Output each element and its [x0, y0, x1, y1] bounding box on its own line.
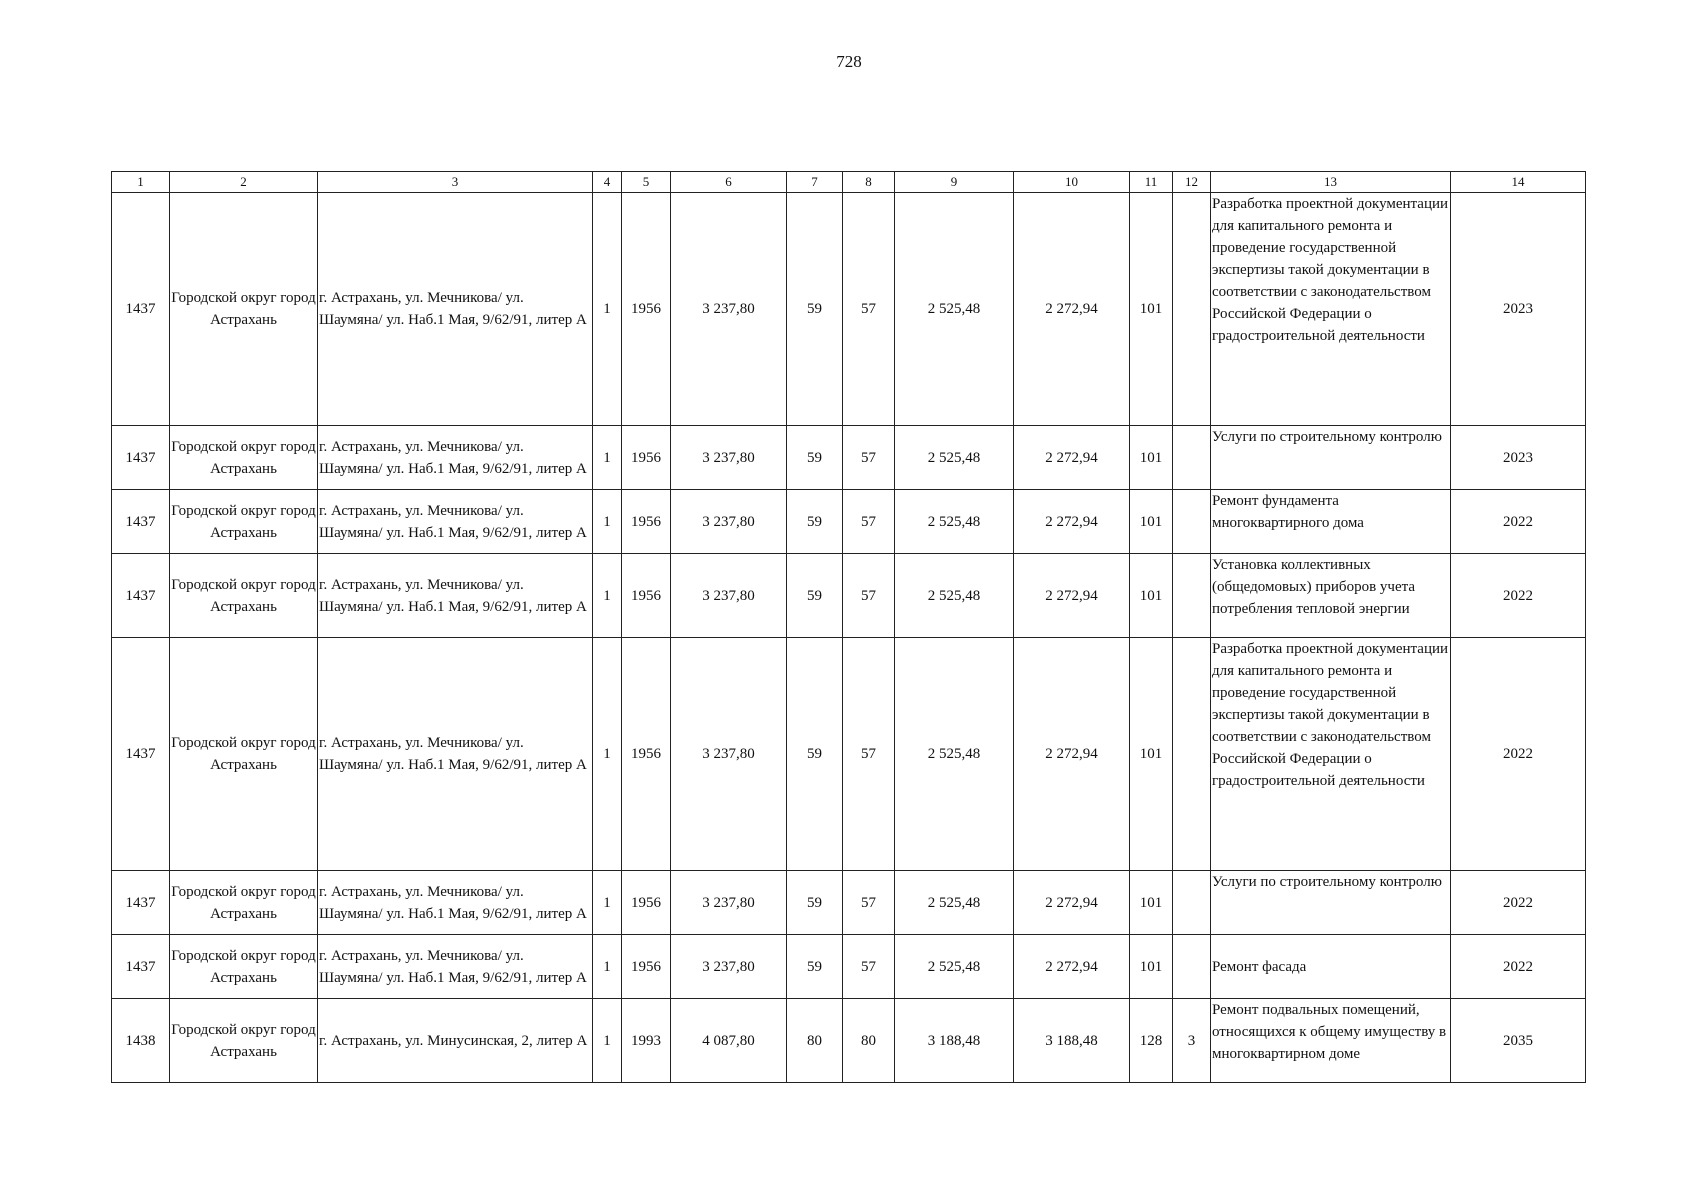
cell-col4: 1 [593, 871, 622, 935]
table-row [112, 638, 1586, 871]
cell-address: г. Астрахань, ул. Мечникова/ ул. Шаумяна/ ул. Наб.1 Мая, 9/62/91, литер А [318, 426, 593, 490]
cell-address: г. Астрахань, ул. Мечникова/ ул. Шаумяна/ ул. Наб.1 Мая, 9/62/91, литер А [318, 935, 593, 999]
cell-total-area: 3 237,80 [671, 871, 787, 935]
cell-col11: 101 [1130, 638, 1173, 871]
cell-plan-year: 2022 [1451, 638, 1586, 871]
cell-work-type: Ремонт подвальных помещений, относящихся к общему имуществу в многоквартирном доме [1211, 999, 1451, 1083]
cell-col12 [1173, 935, 1211, 999]
column-header: 5 [622, 172, 671, 193]
cell-col11: 101 [1130, 490, 1173, 554]
cell-col12 [1173, 871, 1211, 935]
column-header: 11 [1130, 172, 1173, 193]
cell-plan-year: 2022 [1451, 871, 1586, 935]
column-header: 6 [671, 172, 787, 193]
cell-total-area: 3 237,80 [671, 638, 787, 871]
cell-col4: 1 [593, 554, 622, 638]
cell-address: г. Астрахань, ул. Мечникова/ ул. Шаумяна/ ул. Наб.1 Мая, 9/62/91, литер А [318, 490, 593, 554]
column-header: 10 [1014, 172, 1130, 193]
cell-col4: 1 [593, 999, 622, 1083]
cell-municipality: Городской округ город Астрахань [170, 999, 318, 1083]
column-header: 12 [1173, 172, 1211, 193]
column-header: 2 [170, 172, 318, 193]
cell-municipality: Городской округ город Астрахань [170, 554, 318, 638]
cell-municipality: Городской округ город Астрахань [170, 638, 318, 871]
cell-col8: 80 [843, 999, 895, 1083]
cell-col12 [1173, 426, 1211, 490]
cell-total-area: 3 237,80 [671, 935, 787, 999]
table-row [112, 426, 1586, 490]
cell-col4: 1 [593, 935, 622, 999]
cell-col8: 57 [843, 935, 895, 999]
cell-work-type: Разработка проектной документации для капитального ремонта и проведение государственной экспертизы такой документации в соответствии с законодательством Российской Федерации о градостроительной деятельности [1211, 638, 1451, 871]
table-row [112, 999, 1586, 1083]
cell-col12 [1173, 490, 1211, 554]
cell-col12: 3 [1173, 999, 1211, 1083]
cell-col7: 59 [787, 638, 843, 871]
cell-year: 1956 [622, 554, 671, 638]
cell-municipality: Городской округ город Астрахань [170, 871, 318, 935]
cell-col9: 2 525,48 [895, 871, 1014, 935]
cell-col9: 2 525,48 [895, 935, 1014, 999]
column-header: 3 [318, 172, 593, 193]
cell-municipality: Городской округ город Астрахань [170, 490, 318, 554]
cell-number: 1437 [112, 935, 170, 999]
cell-col7: 59 [787, 490, 843, 554]
cell-col10: 2 272,94 [1014, 193, 1130, 426]
column-header: 14 [1451, 172, 1586, 193]
cell-year: 1956 [622, 193, 671, 426]
cell-col12 [1173, 638, 1211, 871]
cell-total-area: 3 237,80 [671, 426, 787, 490]
cell-total-area: 3 237,80 [671, 193, 787, 426]
cell-col8: 57 [843, 193, 895, 426]
cell-col10: 2 272,94 [1014, 426, 1130, 490]
cell-total-area: 4 087,80 [671, 999, 787, 1083]
cell-municipality: Городской округ город Астрахань [170, 935, 318, 999]
cell-col11: 128 [1130, 999, 1173, 1083]
cell-number: 1437 [112, 426, 170, 490]
cell-municipality: Городской округ город Астрахань [170, 426, 318, 490]
cell-work-type: Ремонт фасада [1211, 935, 1451, 999]
table-row [112, 554, 1586, 638]
cell-plan-year: 2022 [1451, 554, 1586, 638]
column-header: 4 [593, 172, 622, 193]
cell-number: 1437 [112, 638, 170, 871]
cell-year: 1993 [622, 999, 671, 1083]
cell-year: 1956 [622, 638, 671, 871]
cell-col10: 3 188,48 [1014, 999, 1130, 1083]
cell-col10: 2 272,94 [1014, 554, 1130, 638]
cell-col4: 1 [593, 490, 622, 554]
cell-plan-year: 2022 [1451, 935, 1586, 999]
table-row [112, 935, 1586, 999]
cell-col9: 2 525,48 [895, 490, 1014, 554]
cell-col10: 2 272,94 [1014, 871, 1130, 935]
column-header: 13 [1211, 172, 1451, 193]
cell-address: г. Астрахань, ул. Минусинская, 2, литер А [318, 999, 593, 1083]
cell-col11: 101 [1130, 871, 1173, 935]
cell-total-area: 3 237,80 [671, 554, 787, 638]
cell-col12 [1173, 554, 1211, 638]
cell-col9: 2 525,48 [895, 193, 1014, 426]
cell-col8: 57 [843, 554, 895, 638]
cell-address: г. Астрахань, ул. Мечникова/ ул. Шаумяна/ ул. Наб.1 Мая, 9/62/91, литер А [318, 193, 593, 426]
cell-col11: 101 [1130, 935, 1173, 999]
cell-address: г. Астрахань, ул. Мечникова/ ул. Шаумяна/ ул. Наб.1 Мая, 9/62/91, литер А [318, 554, 593, 638]
cell-col7: 59 [787, 426, 843, 490]
cell-col7: 59 [787, 554, 843, 638]
cell-plan-year: 2023 [1451, 426, 1586, 490]
cell-year: 1956 [622, 935, 671, 999]
cell-col9: 3 188,48 [895, 999, 1014, 1083]
cell-col8: 57 [843, 638, 895, 871]
cell-number: 1438 [112, 999, 170, 1083]
cell-col10: 2 272,94 [1014, 935, 1130, 999]
cell-work-type: Ремонт фундамента многоквартирного дома [1211, 490, 1451, 554]
column-header: 9 [895, 172, 1014, 193]
cell-col8: 57 [843, 490, 895, 554]
cell-total-area: 3 237,80 [671, 490, 787, 554]
cell-col10: 2 272,94 [1014, 638, 1130, 871]
table-header-row [112, 172, 1586, 193]
cell-number: 1437 [112, 554, 170, 638]
cell-col11: 101 [1130, 554, 1173, 638]
page-number: 728 [836, 52, 862, 71]
cell-number: 1437 [112, 193, 170, 426]
cell-col4: 1 [593, 193, 622, 426]
cell-col7: 59 [787, 935, 843, 999]
cell-year: 1956 [622, 490, 671, 554]
cell-col7: 59 [787, 871, 843, 935]
cell-number: 1437 [112, 490, 170, 554]
table-row [112, 193, 1586, 426]
cell-plan-year: 2035 [1451, 999, 1586, 1083]
column-header: 7 [787, 172, 843, 193]
cell-work-type: Разработка проектной документации для капитального ремонта и проведение государственной экспертизы такой документации в соответствии с законодательством Российской Федерации о градостроительной деятельности [1211, 193, 1451, 426]
column-header: 1 [112, 172, 170, 193]
cell-col4: 1 [593, 638, 622, 871]
cell-col7: 80 [787, 999, 843, 1083]
cell-col7: 59 [787, 193, 843, 426]
table-row [112, 490, 1586, 554]
cell-col12 [1173, 193, 1211, 426]
cell-year: 1956 [622, 871, 671, 935]
cell-plan-year: 2023 [1451, 193, 1586, 426]
cell-col4: 1 [593, 426, 622, 490]
column-header: 8 [843, 172, 895, 193]
cell-plan-year: 2022 [1451, 490, 1586, 554]
cell-work-type: Услуги по строительному контролю [1211, 871, 1451, 935]
cell-col9: 2 525,48 [895, 638, 1014, 871]
cell-number: 1437 [112, 871, 170, 935]
cell-col8: 57 [843, 871, 895, 935]
cell-col9: 2 525,48 [895, 426, 1014, 490]
cell-col11: 101 [1130, 426, 1173, 490]
cell-work-type: Установка коллективных (общедомовых) приборов учета потребления тепловой энергии [1211, 554, 1451, 638]
cell-work-type: Услуги по строительному контролю [1211, 426, 1451, 490]
cell-municipality: Городской округ город Астрахань [170, 193, 318, 426]
table-row [112, 871, 1586, 935]
cell-col11: 101 [1130, 193, 1173, 426]
cell-col9: 2 525,48 [895, 554, 1014, 638]
capital-repair-table [111, 171, 1586, 1083]
cell-col10: 2 272,94 [1014, 490, 1130, 554]
cell-col8: 57 [843, 426, 895, 490]
cell-address: г. Астрахань, ул. Мечникова/ ул. Шаумяна/ ул. Наб.1 Мая, 9/62/91, литер А [318, 871, 593, 935]
cell-year: 1956 [622, 426, 671, 490]
cell-address: г. Астрахань, ул. Мечникова/ ул. Шаумяна/ ул. Наб.1 Мая, 9/62/91, литер А [318, 638, 593, 871]
